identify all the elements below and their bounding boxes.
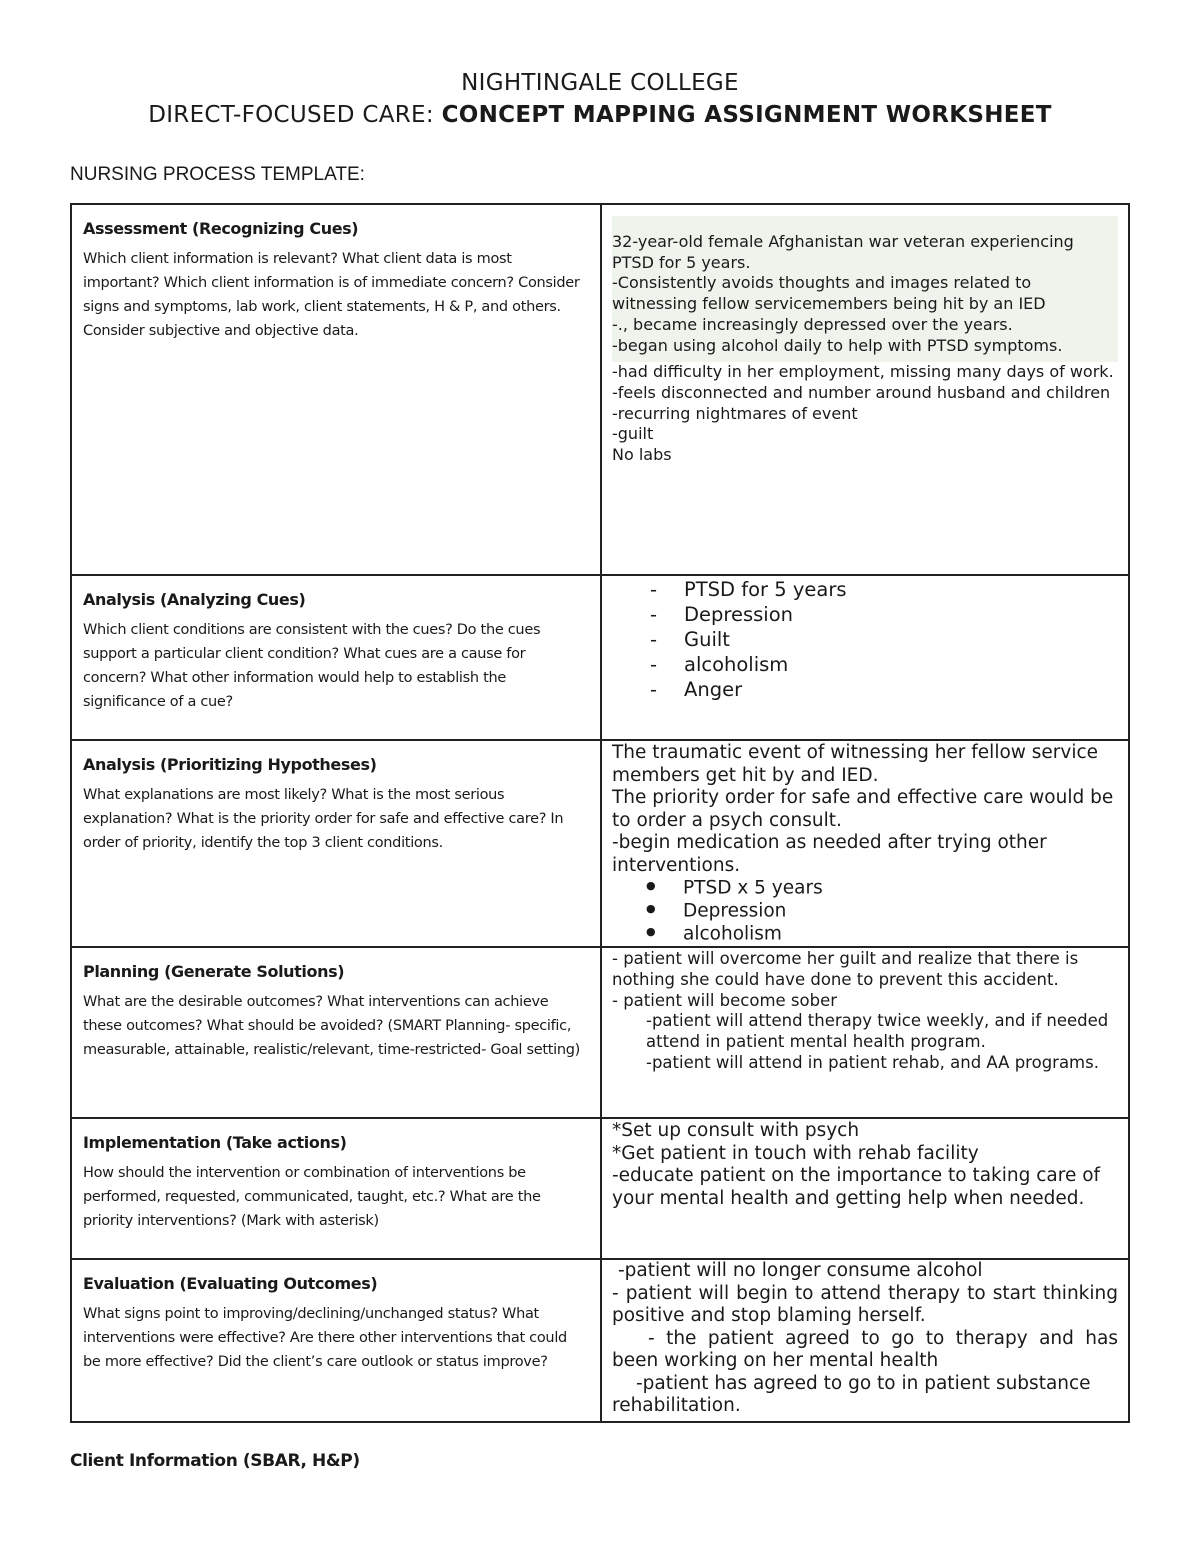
assessment-prompt: Which client information is relevant? What client data is most important? Which client information is of immediate concern? Consider signs and symptoms, lab work, client statements, H & P, and others. Consider subjective and objective data. xyxy=(83,251,580,339)
evaluation-heading: Evaluation (Evaluating Outcomes) xyxy=(83,1274,378,1293)
implementation-prompt: How should the intervention or combination of interventions be performed, requested, communicated, taught, etc.? What are the priority interventions? (Mark with asterisk) xyxy=(83,1165,541,1229)
college-title: NIGHTINGALE COLLEGE xyxy=(461,70,739,96)
analysis-cues-list xyxy=(612,577,1118,702)
assessment-plain-block xyxy=(612,362,1118,466)
assessment-line: -began using alcohol daily to help with PTSD symptoms. xyxy=(612,335,1063,355)
analysis-cues-prompt: Which client conditions are consistent with the cues? Do the cues support a particular client condition? What cues are a cause for concern? What other information would help to establish the significance of a cue? xyxy=(83,622,541,710)
evaluation-line: -patient has agreed to go to in patient substance rehabilitation. xyxy=(612,1372,1091,1416)
assessment-line: -., became increasingly depressed over the years. xyxy=(612,314,1013,334)
implementation-prompt-cell xyxy=(71,1118,601,1259)
assessment-line: -guilt xyxy=(612,424,654,444)
planning-line-text: -patient will attend therapy twice weekly, and if needed attend in patient mental health program. xyxy=(646,1011,1109,1052)
analysis-cues-row xyxy=(71,575,1129,740)
assessment-heading: Assessment (Recognizing Cues) xyxy=(83,219,359,238)
evaluation-line: - the patient agreed to go to therapy and has been working on her mental health xyxy=(612,1327,1118,1371)
analysis-cues-heading: Analysis (Analyzing Cues) xyxy=(83,590,306,609)
implementation-line: *Set up consult with psych xyxy=(612,1120,860,1141)
implementation-row xyxy=(71,1118,1129,1259)
evaluation-prompt: What signs point to improving/declining/unchanged status? What interventions were effective? Are there other interventions that could be more effective? Did the client’s care outlook or status improve? xyxy=(83,1306,567,1370)
worksheet-title xyxy=(0,102,1200,128)
planning-response-cell xyxy=(601,947,1129,1118)
assessment-line: -feels disconnected and number around husband and children xyxy=(612,382,1111,402)
hypothesis-line: The traumatic event of witnessing her fellow service members get hit by and IED. xyxy=(612,742,1099,786)
list-item: - alcoholism xyxy=(650,652,1118,677)
implementation-line: -educate patient on the importance to taking care of your mental health and getting help when needed. xyxy=(612,1165,1101,1209)
analysis-hypotheses-prompt: What explanations are most likely? What is the most serious explanation? What is the priority order for safe and effective care? In order of priority, identify the top 3 client conditions. xyxy=(83,787,564,851)
analysis-cues-response-cell xyxy=(601,575,1129,740)
evaluation-line: - patient will begin to attend therapy to start thinking positive and stop blaming herself. xyxy=(612,1282,1118,1326)
evaluation-response-cell xyxy=(601,1259,1129,1422)
priority-conditions-list xyxy=(612,877,1118,945)
assessment-response-cell xyxy=(601,204,1129,575)
assessment-row xyxy=(71,204,1129,575)
analysis-hypotheses-row xyxy=(71,740,1129,947)
list-item: ● alcoholism xyxy=(646,923,1118,946)
template-label: NURSING PROCESS TEMPLATE: xyxy=(70,164,365,185)
planning-line: - patient will overcome her guilt and realize that there is nothing she could have done to prevent this accident. xyxy=(612,949,1079,989)
evaluation-line: -patient will no longer consume alcohol xyxy=(618,1260,983,1281)
analysis-hypotheses-prompt-cell xyxy=(71,740,601,947)
evaluation-prompt-cell xyxy=(71,1259,601,1422)
list-item: ● PTSD x 5 years xyxy=(646,877,1118,900)
assessment-prompt-cell xyxy=(71,204,601,575)
analysis-cues-prompt-cell xyxy=(71,575,601,740)
list-item: - Depression xyxy=(650,602,1118,627)
planning-line-text: -patient will attend in patient rehab, and AA programs. xyxy=(646,1052,1099,1072)
planning-heading: Planning (Generate Solutions) xyxy=(83,962,345,981)
implementation-heading: Implementation (Take actions) xyxy=(83,1133,347,1152)
assessment-line: -recurring nightmares of event xyxy=(612,403,858,423)
nursing-process-table xyxy=(70,203,1130,1423)
list-item: - PTSD for 5 years xyxy=(650,577,1118,602)
analysis-hypotheses-heading: Analysis (Prioritizing Hypotheses) xyxy=(83,755,377,774)
hypothesis-line: -begin medication as needed after trying other interventions. xyxy=(612,832,1047,876)
worksheet-title-bold: CONCEPT MAPPING ASSIGNMENT WORKSHEET xyxy=(441,102,1052,128)
planning-prompt-cell xyxy=(71,947,601,1118)
planning-row xyxy=(71,947,1129,1118)
planning-line-indented xyxy=(612,1053,1118,1074)
planning-line: - patient will become sober xyxy=(612,990,838,1010)
assessment-highlight-box xyxy=(612,216,1118,362)
evaluation-row xyxy=(71,1259,1129,1422)
planning-prompt: What are the desirable outcomes? What interventions can achieve these outcomes? What should be avoided? (SMART Planning- specific, measurable, attainable, realistic/relevant, time-restricted- Goal setting) xyxy=(83,994,580,1058)
implementation-response-cell xyxy=(601,1118,1129,1259)
analysis-hypotheses-response-cell xyxy=(601,740,1129,947)
assessment-line: No labs xyxy=(612,445,672,465)
list-item: - Anger xyxy=(650,677,1118,702)
assessment-line: -had difficulty in her employment, missing many days of work. xyxy=(612,362,1114,382)
planning-line-indented xyxy=(612,1011,1118,1053)
list-item: ● Depression xyxy=(646,900,1118,923)
hypothesis-line: The priority order for safe and effective care would be to order a psych consult. xyxy=(612,787,1114,831)
implementation-line: *Get patient in touch with rehab facility xyxy=(612,1142,979,1164)
assessment-line: 32-year-old female Afghanistan war veteran experiencing PTSD for 5 years. xyxy=(612,232,1074,272)
list-item: - Guilt xyxy=(650,627,1118,652)
client-information-heading: Client Information (SBAR, H&P) xyxy=(70,1451,360,1471)
worksheet-title-prefix: DIRECT-FOCUSED CARE: xyxy=(148,102,442,128)
assessment-line: -Consistently avoids thoughts and images related to witnessing fellow servicemembers being hit by an IED xyxy=(612,273,1046,314)
